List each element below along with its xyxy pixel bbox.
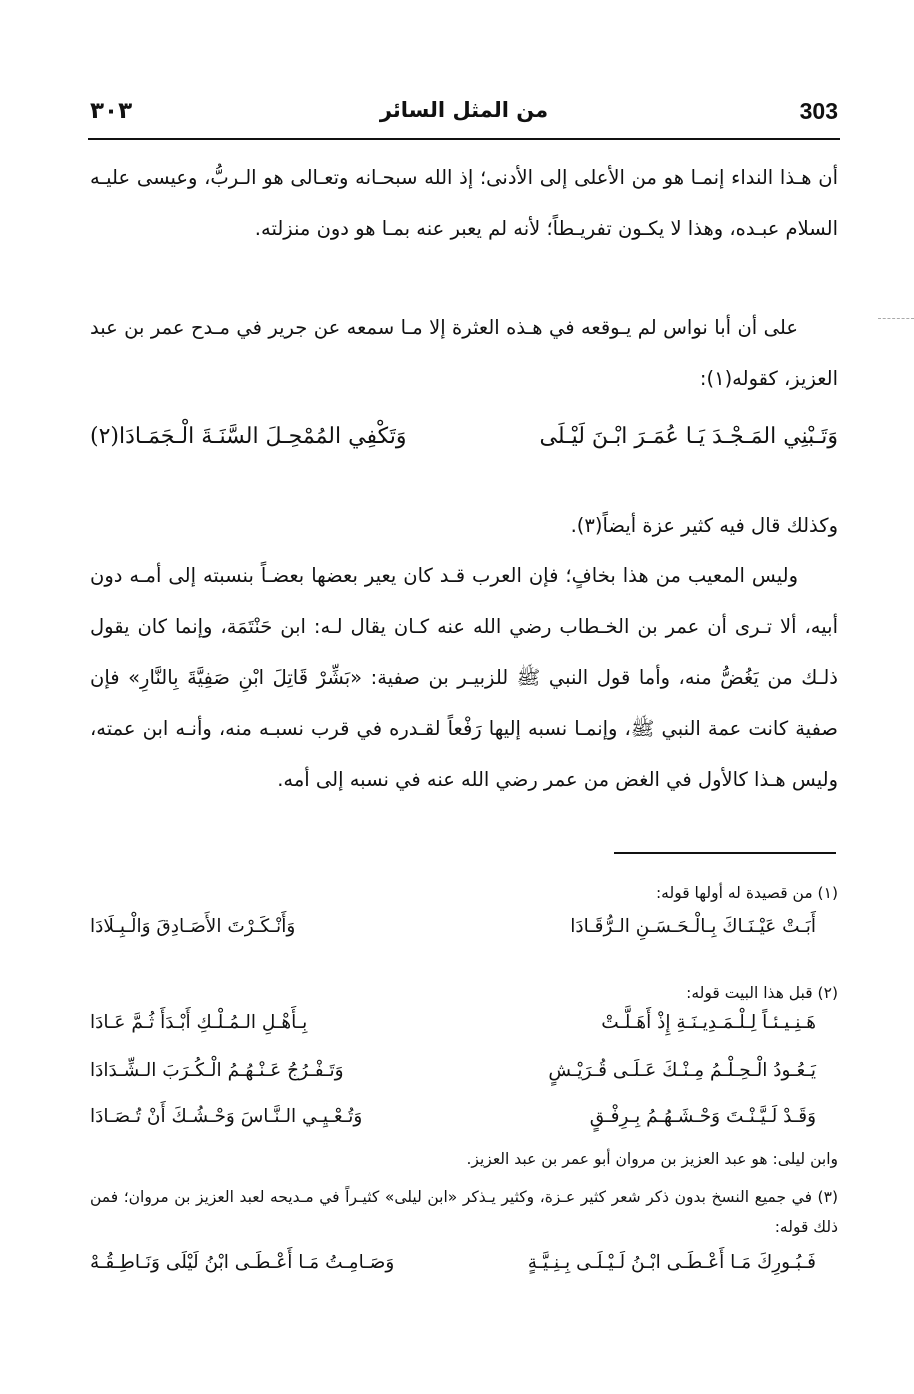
footnote-2-verse-2-second-hemistich: وَتَـفْـرُجُ عَـنْـهُـمُ الْـكُـرَبَ الـشِّـدَادَا xyxy=(90,1060,344,1081)
poetry-verse-main xyxy=(90,424,838,468)
paragraph-2 xyxy=(90,302,838,404)
paragraph-3-text: وكذلك قال فيه كثير عزة أيضاً(٣). xyxy=(570,514,838,537)
footnote-1-text: (١) من قصيدة له أولها قوله: xyxy=(655,884,838,902)
footnote-3-text: (٣) في جميع النسخ بدون ذكر شعر كثير عـزة، وكثير يـذكر «ابن ليلى» كثيـراً في مـديحه لعبد العزيز بن مروان؛ فمن ذلك قوله: xyxy=(90,1188,838,1236)
running-title: من المثل السائر xyxy=(379,98,549,122)
footnote-separator xyxy=(614,852,836,854)
paragraph-4 xyxy=(90,550,838,805)
footnote-2-text: (٢) قبل هذا البيت قوله: xyxy=(686,984,838,1002)
footnote-3-second-hemistich: وَصَـامِـتُ مَـا أَعْـطَـى ابْنُ لَيْلَى وَنَـاطِـقُـهْ xyxy=(90,1252,395,1273)
paragraph-4-text: وليس المعيب من هذا بخافٍ؛ فإن العرب قـد كان يعير بعضها بعضـاً بنسبته إلى أمـه دون أبيه، ألا تـرى أن عمر بن الخـطاب رضي الله عنه كـان يقال لـه: ابن حَنْتَمَة، وإنما كان يقول ذلـك من يَغُضُّ منه، وأما قول النبي ﷺ للزبيـر بن صفية: «بَشِّرْ قَاتِلَ ابْنِ صَفِيَّةَ بِالنَّارِ» فإن صفية كانت عمة النبي ﷺ، وإنمـا نسبه إليها رَفْعاً لقـدره في قرب نسبـه منه، وأنـه ابن عمته، وليس هـذا كالأول في الغض من عمر رضي الله عنه في نسبه إلى أمه. xyxy=(90,564,838,791)
verse-first-hemistich: وَتَـبْنِي المَـجْـدَ يَـا عُمَـرَ ابْـنَ لَيْـلَى xyxy=(539,424,838,449)
page-number-latin: 303 xyxy=(799,98,838,124)
margin-mark xyxy=(878,318,914,319)
footnote-1-first-hemistich: أَبَـتْ عَيْـنَـاكَ بِـالْـحَـسَـنِ الـرُّقَـادَا xyxy=(570,916,816,937)
footnote-2-verse-1-first-hemistich: هَـنِـيـئـاً لِـلْـمَـدِيـنَـةِ إِذْ أَهَـلَّـتْ xyxy=(601,1012,816,1033)
footnote-2 xyxy=(90,978,838,1008)
footnote-1-second-hemistich: وَأَنْـكَـرْتَ الأَصَـادِقَ وَالْـبِـلَادَا xyxy=(90,916,296,937)
footnote-2-verse-2-first-hemistich: يَـعُـودُ الْـحِـلْـمُ مِـنْـكَ عَـلَـى قُـرَيْـشٍ xyxy=(548,1060,816,1081)
footnote-3-verse xyxy=(90,1252,838,1288)
footnote-2-verse-3 xyxy=(90,1106,838,1142)
paragraph-1-text: أن هـذا النداء إنمـا هو من الأعلى إلى الأدنى؛ إذ الله سبحـانه وتعـالى هو الـربُّ، وعيسى عليـه السلام عبـده، وهذا لا يكـون تفريـطاً؛ لأنه لم يعبر عنه بمـا هو دون منزلته. xyxy=(90,166,838,240)
paragraph-1 xyxy=(90,152,838,254)
footnote-2-verse-3-first-hemistich: وَقَـدْ لَـيَّـنْـتَ وَحْـشَـهُـمُ بِـرِفْـقٍ xyxy=(589,1106,816,1127)
footnote-3 xyxy=(90,1182,838,1242)
paragraph-2-text: على أن أبا نواس لم يـوقعه في هـذه العثرة إلا مـا سمعه عن جرير في مـدح عمر بن عبد العزيز، كقوله(١): xyxy=(90,316,838,390)
paragraph-3 xyxy=(90,500,838,551)
header-rule xyxy=(88,138,840,140)
footnote-2-verse-1 xyxy=(90,1012,838,1048)
footnote-2-verse-3-second-hemistich: وَتُـعْـيِـي الـنَّـاسَ وَحْـشُـكَ أَنْ تُـصَـادَا xyxy=(90,1106,363,1127)
footnote-2-note: وابن ليلى: هو عبد العزيز بن مروان أبو عمر بن عبد العزيز. xyxy=(466,1150,838,1168)
footnote-2-verse-1-second-hemistich: بِـأَهْـلِ الـمُـلْـكِ أَبْـدَأَ ثُـمَّ عَـادَا xyxy=(90,1012,308,1033)
footnote-2-verse-2 xyxy=(90,1060,838,1096)
page-number-arabic: ٣٠٣ xyxy=(90,98,133,124)
footnote-1 xyxy=(90,878,838,908)
footnote-3-first-hemistich: فَـبُـورِكَ مَـا أَعْـطَـى ابْـنُ لَـيْـلَـى بِـنِـيَّـةٍ xyxy=(527,1252,816,1273)
footnote-1-verse xyxy=(90,916,838,952)
page-header xyxy=(90,98,838,138)
verse-second-hemistich: وَتَكْفِي المُمْحِـلَ السَّنَـةَ الْـجَمَـادَا(٢) xyxy=(90,424,407,449)
